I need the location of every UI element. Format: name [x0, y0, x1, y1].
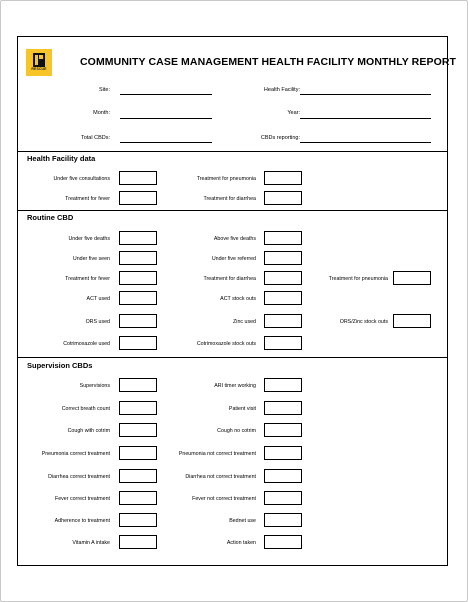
- field-input-box[interactable]: [264, 191, 302, 205]
- section-title-health-facility-data: Health Facility data: [27, 154, 96, 163]
- total-cbds-label: Total CBDs:: [80, 135, 110, 141]
- section-divider: [17, 210, 448, 211]
- field-input-box[interactable]: [119, 271, 157, 285]
- field-label: Action taken: [226, 540, 256, 546]
- health-facility-label: Health Facility:: [263, 87, 300, 93]
- field-label: Adherence to treatment: [54, 518, 110, 524]
- field-label: Treatment for fever: [65, 196, 110, 202]
- health-facility-field[interactable]: [300, 94, 431, 95]
- field-label: Pneumonia correct treatment: [41, 451, 110, 457]
- field-label: Under five referred: [211, 256, 256, 262]
- field-input-box[interactable]: [264, 401, 302, 415]
- field-input-box[interactable]: [119, 535, 157, 549]
- field-label: Under five consultations: [53, 176, 110, 182]
- field-label: ORS used: [85, 319, 110, 325]
- field-input-box[interactable]: [264, 423, 302, 437]
- field-label: Pneumonia not correct treatment: [178, 451, 256, 457]
- field-input-box[interactable]: [264, 171, 302, 185]
- field-input-box[interactable]: [119, 171, 157, 185]
- field-input-box[interactable]: [119, 251, 157, 265]
- field-label: ORS/Zinc stock outs: [339, 319, 388, 325]
- year-label: Year:: [287, 110, 300, 116]
- field-label: Supervisions: [79, 383, 110, 389]
- field-input-box[interactable]: [119, 401, 157, 415]
- field-input-box[interactable]: [264, 231, 302, 245]
- logo-text: RESCUE: [31, 67, 47, 71]
- section-title-routine-cbd: Routine CBD: [27, 213, 74, 222]
- field-label: Under five deaths: [68, 236, 110, 242]
- field-input-box[interactable]: [264, 513, 302, 527]
- field-input-box[interactable]: [119, 469, 157, 483]
- field-input-box[interactable]: [119, 314, 157, 328]
- section-title-supervision-cbds: Supervision CBDs: [27, 361, 93, 370]
- field-label: Bednet use: [229, 518, 256, 524]
- field-label: Correct breath count: [61, 406, 110, 412]
- field-label: ARI timer working: [214, 383, 256, 389]
- field-input-box[interactable]: [119, 191, 157, 205]
- field-label: Treatment for fever: [65, 276, 110, 282]
- field-input-box[interactable]: [264, 491, 302, 505]
- field-input-box[interactable]: [119, 378, 157, 392]
- field-input-box[interactable]: [119, 513, 157, 527]
- site-field[interactable]: [120, 94, 212, 95]
- field-input-box[interactable]: [264, 314, 302, 328]
- month-field[interactable]: [120, 118, 212, 119]
- field-label: Patient visit: [228, 406, 256, 412]
- field-label: Fever not correct treatment: [192, 496, 256, 502]
- field-label: Cotrimoxazole stock outs: [196, 341, 256, 347]
- field-label: Cotrimoxazole used: [63, 341, 110, 347]
- cbds-reporting-label: CBDs reporting:: [260, 135, 300, 141]
- field-input-box[interactable]: [119, 291, 157, 305]
- field-label: Treatment for pneumonia: [196, 176, 256, 182]
- field-label: Zinc used: [233, 319, 256, 325]
- field-input-box[interactable]: [393, 271, 431, 285]
- field-label: Above five deaths: [213, 236, 256, 242]
- field-label: ACT stock outs: [220, 296, 256, 302]
- field-input-box[interactable]: [264, 291, 302, 305]
- field-label: Treatment for diarrhea: [203, 196, 256, 202]
- field-input-box[interactable]: [119, 423, 157, 437]
- field-input-box[interactable]: [119, 336, 157, 350]
- report-title: COMMUNITY CASE MANAGEMENT HEALTH FACILITY MONTHLY REPORT: [80, 56, 457, 68]
- field-input-box[interactable]: [264, 535, 302, 549]
- site-label: Site:: [98, 87, 110, 93]
- field-label: Under five seen: [72, 256, 110, 262]
- section-divider: [17, 151, 448, 152]
- field-input-box[interactable]: [119, 446, 157, 460]
- field-label: ACT used: [86, 296, 110, 302]
- field-label: Fever correct treatment: [54, 496, 110, 502]
- month-label: Month:: [93, 110, 110, 116]
- field-input-box[interactable]: [264, 378, 302, 392]
- field-label: Treatment for pneumonia: [328, 276, 388, 282]
- total-cbds-field[interactable]: [120, 142, 212, 143]
- field-label: Cough no cotrim: [217, 428, 256, 434]
- section-divider: [17, 357, 448, 358]
- field-label: Cough with cotrim: [67, 428, 110, 434]
- year-field[interactable]: [300, 118, 431, 119]
- field-input-box[interactable]: [264, 251, 302, 265]
- field-input-box[interactable]: [264, 271, 302, 285]
- field-input-box[interactable]: [119, 231, 157, 245]
- rescue-figure-icon: [33, 53, 45, 67]
- field-label: Diarrhea not correct treatment: [185, 474, 256, 480]
- field-label: Diarrhea correct treatment: [48, 474, 110, 480]
- field-label: Treatment for diarrhea: [203, 276, 256, 282]
- field-input-box[interactable]: [264, 469, 302, 483]
- field-input-box[interactable]: [119, 491, 157, 505]
- irc-logo: [26, 49, 52, 76]
- cbds-reporting-field[interactable]: [300, 142, 431, 143]
- field-input-box[interactable]: [393, 314, 431, 328]
- field-input-box[interactable]: [264, 336, 302, 350]
- field-label: Vitamin A intake: [72, 540, 110, 546]
- field-input-box[interactable]: [264, 446, 302, 460]
